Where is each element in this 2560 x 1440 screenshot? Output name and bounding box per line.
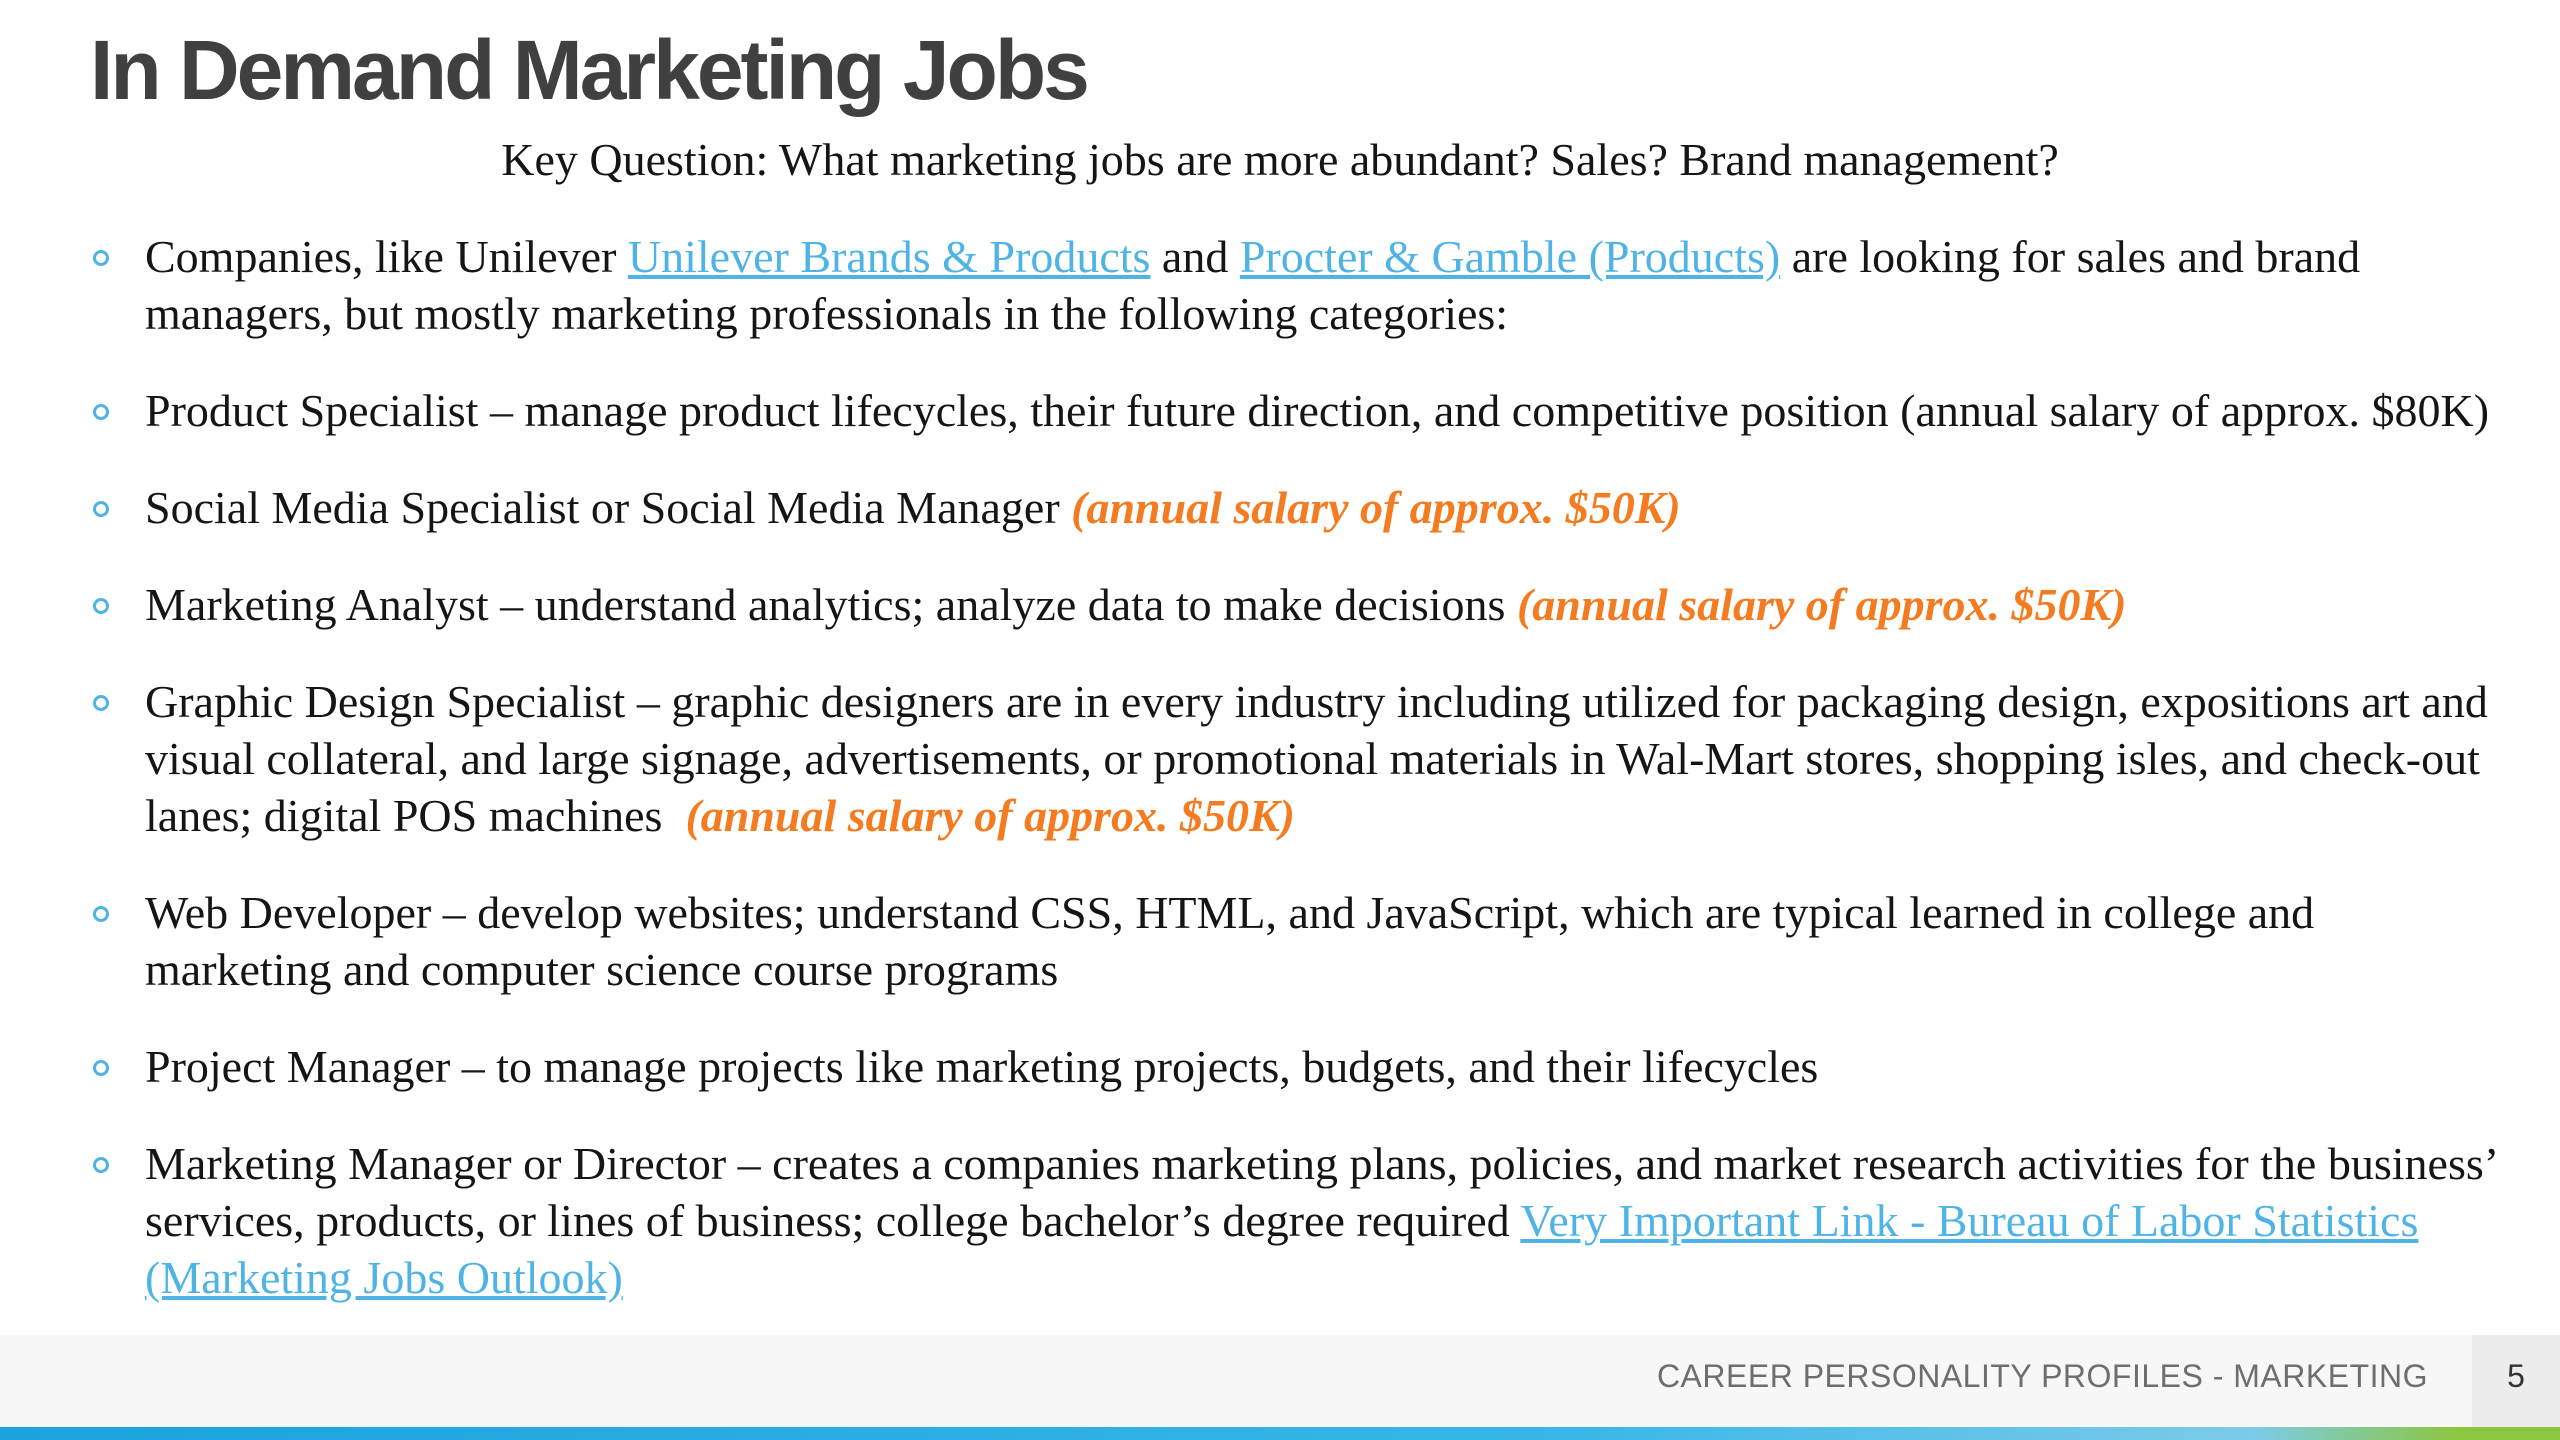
bullet-text: Web Developer – develop websites; understand CSS, HTML, and JavaScript, which are typical learned in college and marketing and computer science course programs xyxy=(145,887,2315,995)
bullet-text: are looking for sales and brand managers, but mostly marketing professionals in the following categories: xyxy=(145,231,2361,339)
slide-title: In Demand Marketing Jobs xyxy=(90,23,1087,117)
bullet-circle-icon xyxy=(93,501,109,517)
bullet-circle-icon xyxy=(93,250,109,266)
salary-note: (annual salary of approx. $50K) xyxy=(1071,482,1681,533)
bullet-project-manager xyxy=(90,1038,2510,1095)
bullet-social-media-specialist xyxy=(90,479,2510,536)
footer-label: CAREER PERSONALITY PROFILES - MARKETING xyxy=(1656,1358,2428,1394)
page-number: 5 xyxy=(2507,1358,2525,1394)
procter-gamble-link[interactable]: Procter & Gamble (Products) xyxy=(1239,231,1781,282)
bullet-marketing-manager xyxy=(90,1135,2510,1306)
bullet-circle-icon xyxy=(93,1060,109,1076)
bullet-product-specialist xyxy=(90,382,2510,439)
bullet-text: Social Media Specialist or Social Media Manager xyxy=(145,482,1072,533)
bullet-text: Product Specialist – manage product lifecycles, their future direction, and competitive position (annual salary of approx. $80K) xyxy=(145,385,2490,436)
bls-marketing-outlook-link[interactable]: Very Important Link - Bureau of Labor Statistics (Marketing Jobs Outlook) xyxy=(145,1195,2419,1303)
bullet-circle-icon xyxy=(93,695,109,711)
bullet-circle-icon xyxy=(93,906,109,922)
bullet-circle-icon xyxy=(93,598,109,614)
bullet-text: Marketing Manager or Director – creates a companies marketing plans, policies, and market research activities for the business’ services, products, or lines of business; college bachelor’s degree required xyxy=(145,1138,2496,1246)
bullet-graphic-design-specialist xyxy=(90,673,2510,844)
bullet-circle-icon xyxy=(93,404,109,420)
unilever-brands-link[interactable]: Unilever Brands & Products xyxy=(627,231,1151,282)
bullet-marketing-analyst xyxy=(90,576,2510,633)
bullet-list xyxy=(90,228,2510,1346)
bullet-web-developer xyxy=(90,884,2510,998)
key-question: Key Question: What marketing jobs are more abundant? Sales? Brand management? xyxy=(501,134,2059,185)
bullet-text: and xyxy=(1150,231,1240,282)
bottom-accent-bar xyxy=(0,1427,2560,1440)
salary-note: (annual salary of approx. $50K) xyxy=(685,790,1296,841)
bullet-text: Marketing Analyst – understand analytics; analyze data to make decisions xyxy=(145,579,1517,630)
salary-note: (annual salary of approx. $50K) xyxy=(1516,579,2127,630)
bullet-circle-icon xyxy=(93,1157,109,1173)
bullet-text: Graphic Design Specialist – graphic designers are in every industry including utilized for packaging design, expositions art and visual collateral, and large signage, advertisements, or promotional materials in Wal-Mart stores, shopping isles, and check-out lanes; digital POS machines xyxy=(145,676,2500,841)
bullet-text: Companies, like Unilever xyxy=(145,231,628,282)
bullet-text: Project Manager – to manage projects like marketing projects, budgets, and their lifecycles xyxy=(145,1041,1819,1092)
bullet-companies xyxy=(90,228,2510,342)
